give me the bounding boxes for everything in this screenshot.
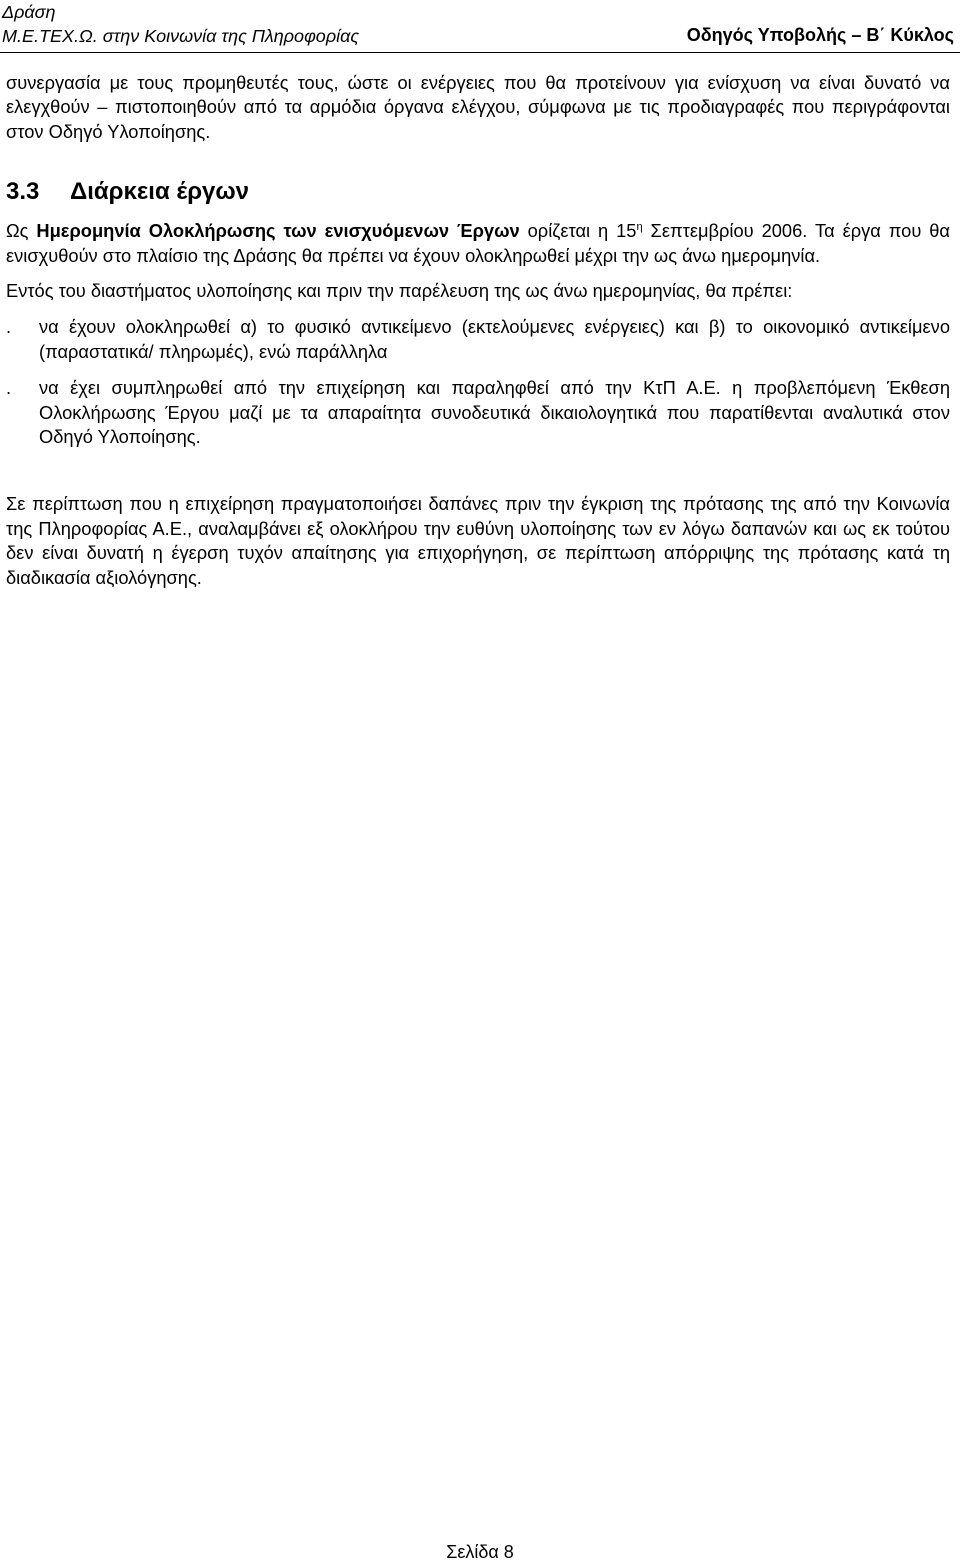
document-body bbox=[6, 71, 950, 590]
list-item-text: να έχουν ολοκληρωθεί α) το φυσικό αντικείμενο (εκτελούμενες ενέργειες) και β) το οικονομικό αντικείμενο (παραστατικά/ πληρωμές), ενώ παράλληλα bbox=[39, 316, 950, 362]
ordinal-superscript: η bbox=[636, 221, 643, 234]
paragraph-text: Σεπτεμβρίου 2006. Τα έργα που θα ενισχυθούν στο πλαίσιο της Δράσης θα πρέπει να έχουν ολοκληρωθεί μέχρι την ως άνω ημερομηνία. bbox=[6, 220, 951, 266]
section-title: Διάρκεια έργων bbox=[70, 178, 250, 206]
completion-date-paragraph bbox=[6, 219, 950, 268]
requirements-intro: Εντός του διαστήματος υλοποίησης και πριν την παρέλευση της ως άνω ημερομηνίας, θα πρέπει: bbox=[6, 280, 793, 302]
list-item bbox=[6, 376, 950, 449]
list-item bbox=[6, 315, 950, 364]
page-number: Σελίδα 8 bbox=[446, 1542, 514, 1562]
paragraph-text: ορίζεται η 15 bbox=[519, 220, 637, 242]
section-number: 3.3 bbox=[6, 178, 40, 206]
bullet-marker: . bbox=[6, 316, 12, 338]
paragraph-text: Ως bbox=[6, 220, 37, 242]
list-item-text: να έχει συμπληρωθεί από την επιχείρηση και παραληφθεί από την ΚτΠ Α.Ε. η προβλεπόμενη Έκθεση Ολοκλήρωσης Έργου μαζί με τα απαραίτητα συνοδευτικά δικαιολογητικά που παρατίθενται αναλυτικά στον Οδηγό Υλοποίησης. bbox=[39, 377, 950, 448]
header-divider bbox=[0, 52, 960, 53]
page-header-left bbox=[2, 0, 359, 48]
header-guide-title: Οδηγός Υποβολής – Β΄ Κύκλος bbox=[686, 25, 954, 45]
intro-paragraph: συνεργασία με τους προμηθευτές τους, ώστε οι ενέργειες που θα προτείνουν για ενίσχυση να είναι δυνατό να ελεγχθούν – πιστοποιηθούν από τα αρμόδια όργανα ελέγχου, σύμφωνα με τις προδιαγραφές που περιγράφονται στον Οδηγό Υλοποίησης. bbox=[6, 72, 950, 142]
bold-term: Ημερομηνία Ολοκλήρωσης των ενισχυόμενων Έργων bbox=[36, 220, 520, 242]
header-program-title: Μ.Ε.ΤΕΧ.Ω. στην Κοινωνία της Πληροφορίας bbox=[2, 26, 360, 46]
expenses-paragraph: Σε περίπτωση που η επιχείρηση πραγματοποιήσει δαπάνες πριν την έγκριση της πρότασης της από την Κοινωνία της Πληροφορίας Α.Ε., αναλαμβάνει εξ ολοκλήρου την ευθύνη υλοποίησης των εν λόγω δαπανών και ως εκ τούτου δεν είναι δυνατή η έγερση τυχόν απαίτησης για επιχορήγηση, σε περίπτωση απόρριψης της πρότασης κατά τη διαδικασία αξιολόγησης. bbox=[6, 493, 950, 588]
bullet-marker: . bbox=[6, 377, 12, 399]
header-action-title: Δράση bbox=[2, 2, 56, 22]
section-heading bbox=[6, 177, 950, 207]
